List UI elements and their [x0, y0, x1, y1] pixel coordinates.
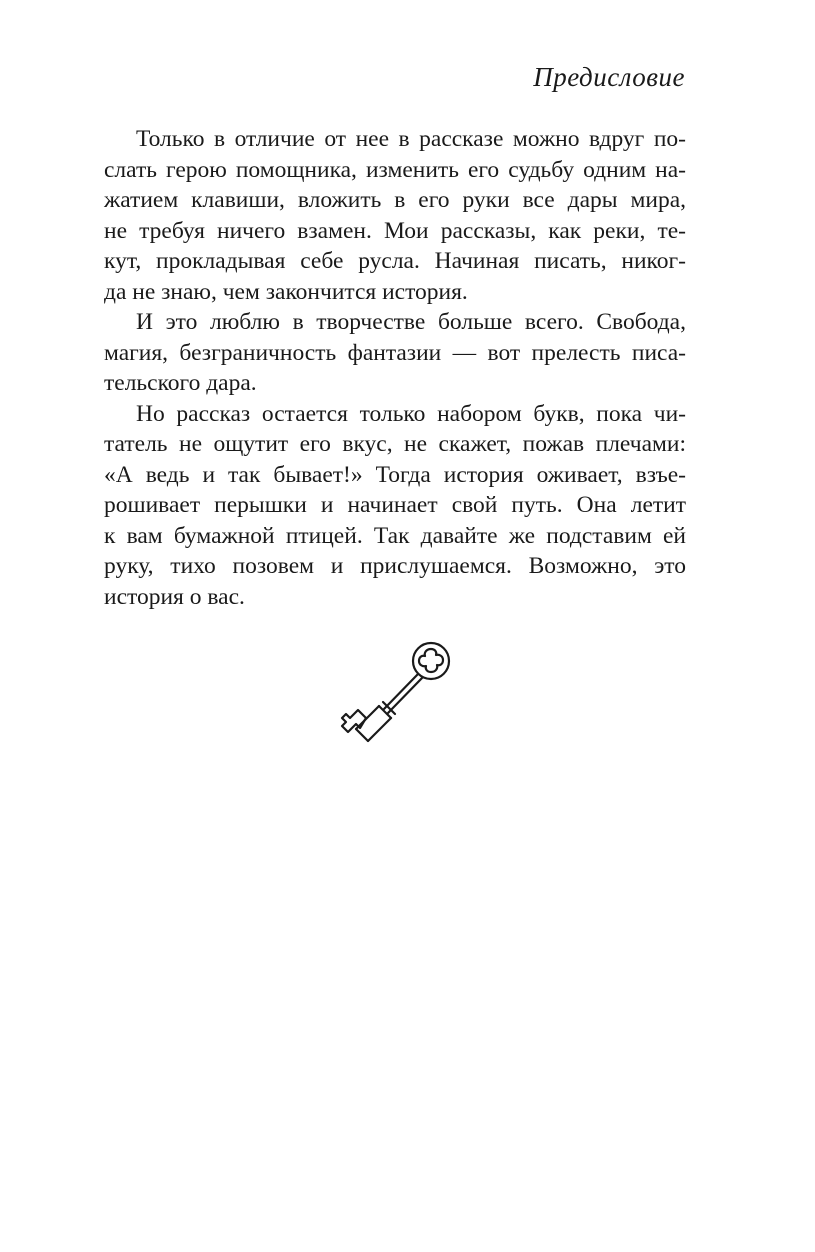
paragraph [104, 124, 686, 307]
paragraph [104, 399, 686, 613]
text-line: рошивает перышки и начинает свой путь. Она летит [104, 492, 686, 518]
text-line: к вам бумажной птицей. Так давайте же подставим ей [104, 522, 686, 549]
text-line: Только в отличие от нее в рассказе можно вдруг по- [136, 126, 686, 152]
text-line: «А ведь и так бывает!» Тогда история оживает, взъе- [104, 461, 686, 488]
text-line: кут, прокладывая себе русла. Начиная писать, никог- [104, 248, 686, 274]
text-line: тельского дара. [104, 370, 257, 396]
text-line: Но рассказ остается только набором букв, пока чи- [136, 400, 686, 427]
text-line: история о вас. [104, 583, 245, 610]
text-line: татель не ощутит его вкус, не скажет, пожав плечами: [104, 431, 686, 457]
text-line: И это люблю в творчестве больше всего. Свобода, [136, 309, 686, 335]
paragraph [104, 307, 686, 399]
text-line: слать герою помощника, изменить его судьбу одним на- [104, 156, 686, 183]
key-icon [336, 636, 456, 746]
text-line: не требуя ничего взамен. Мои рассказы, как реки, те- [104, 217, 686, 244]
text-line: руку, тихо позовем и прислушаемся. Возможно, это [104, 553, 686, 579]
body-text [104, 124, 686, 612]
text-line: да не знаю, чем закончится история. [104, 278, 468, 305]
text-line: магия, безграничность фантазии — вот прелесть писа- [104, 339, 686, 366]
text-line: жатием клавиши, вложить в его руки все дары мира, [104, 187, 686, 213]
running-title: Предисловие [533, 62, 685, 92]
